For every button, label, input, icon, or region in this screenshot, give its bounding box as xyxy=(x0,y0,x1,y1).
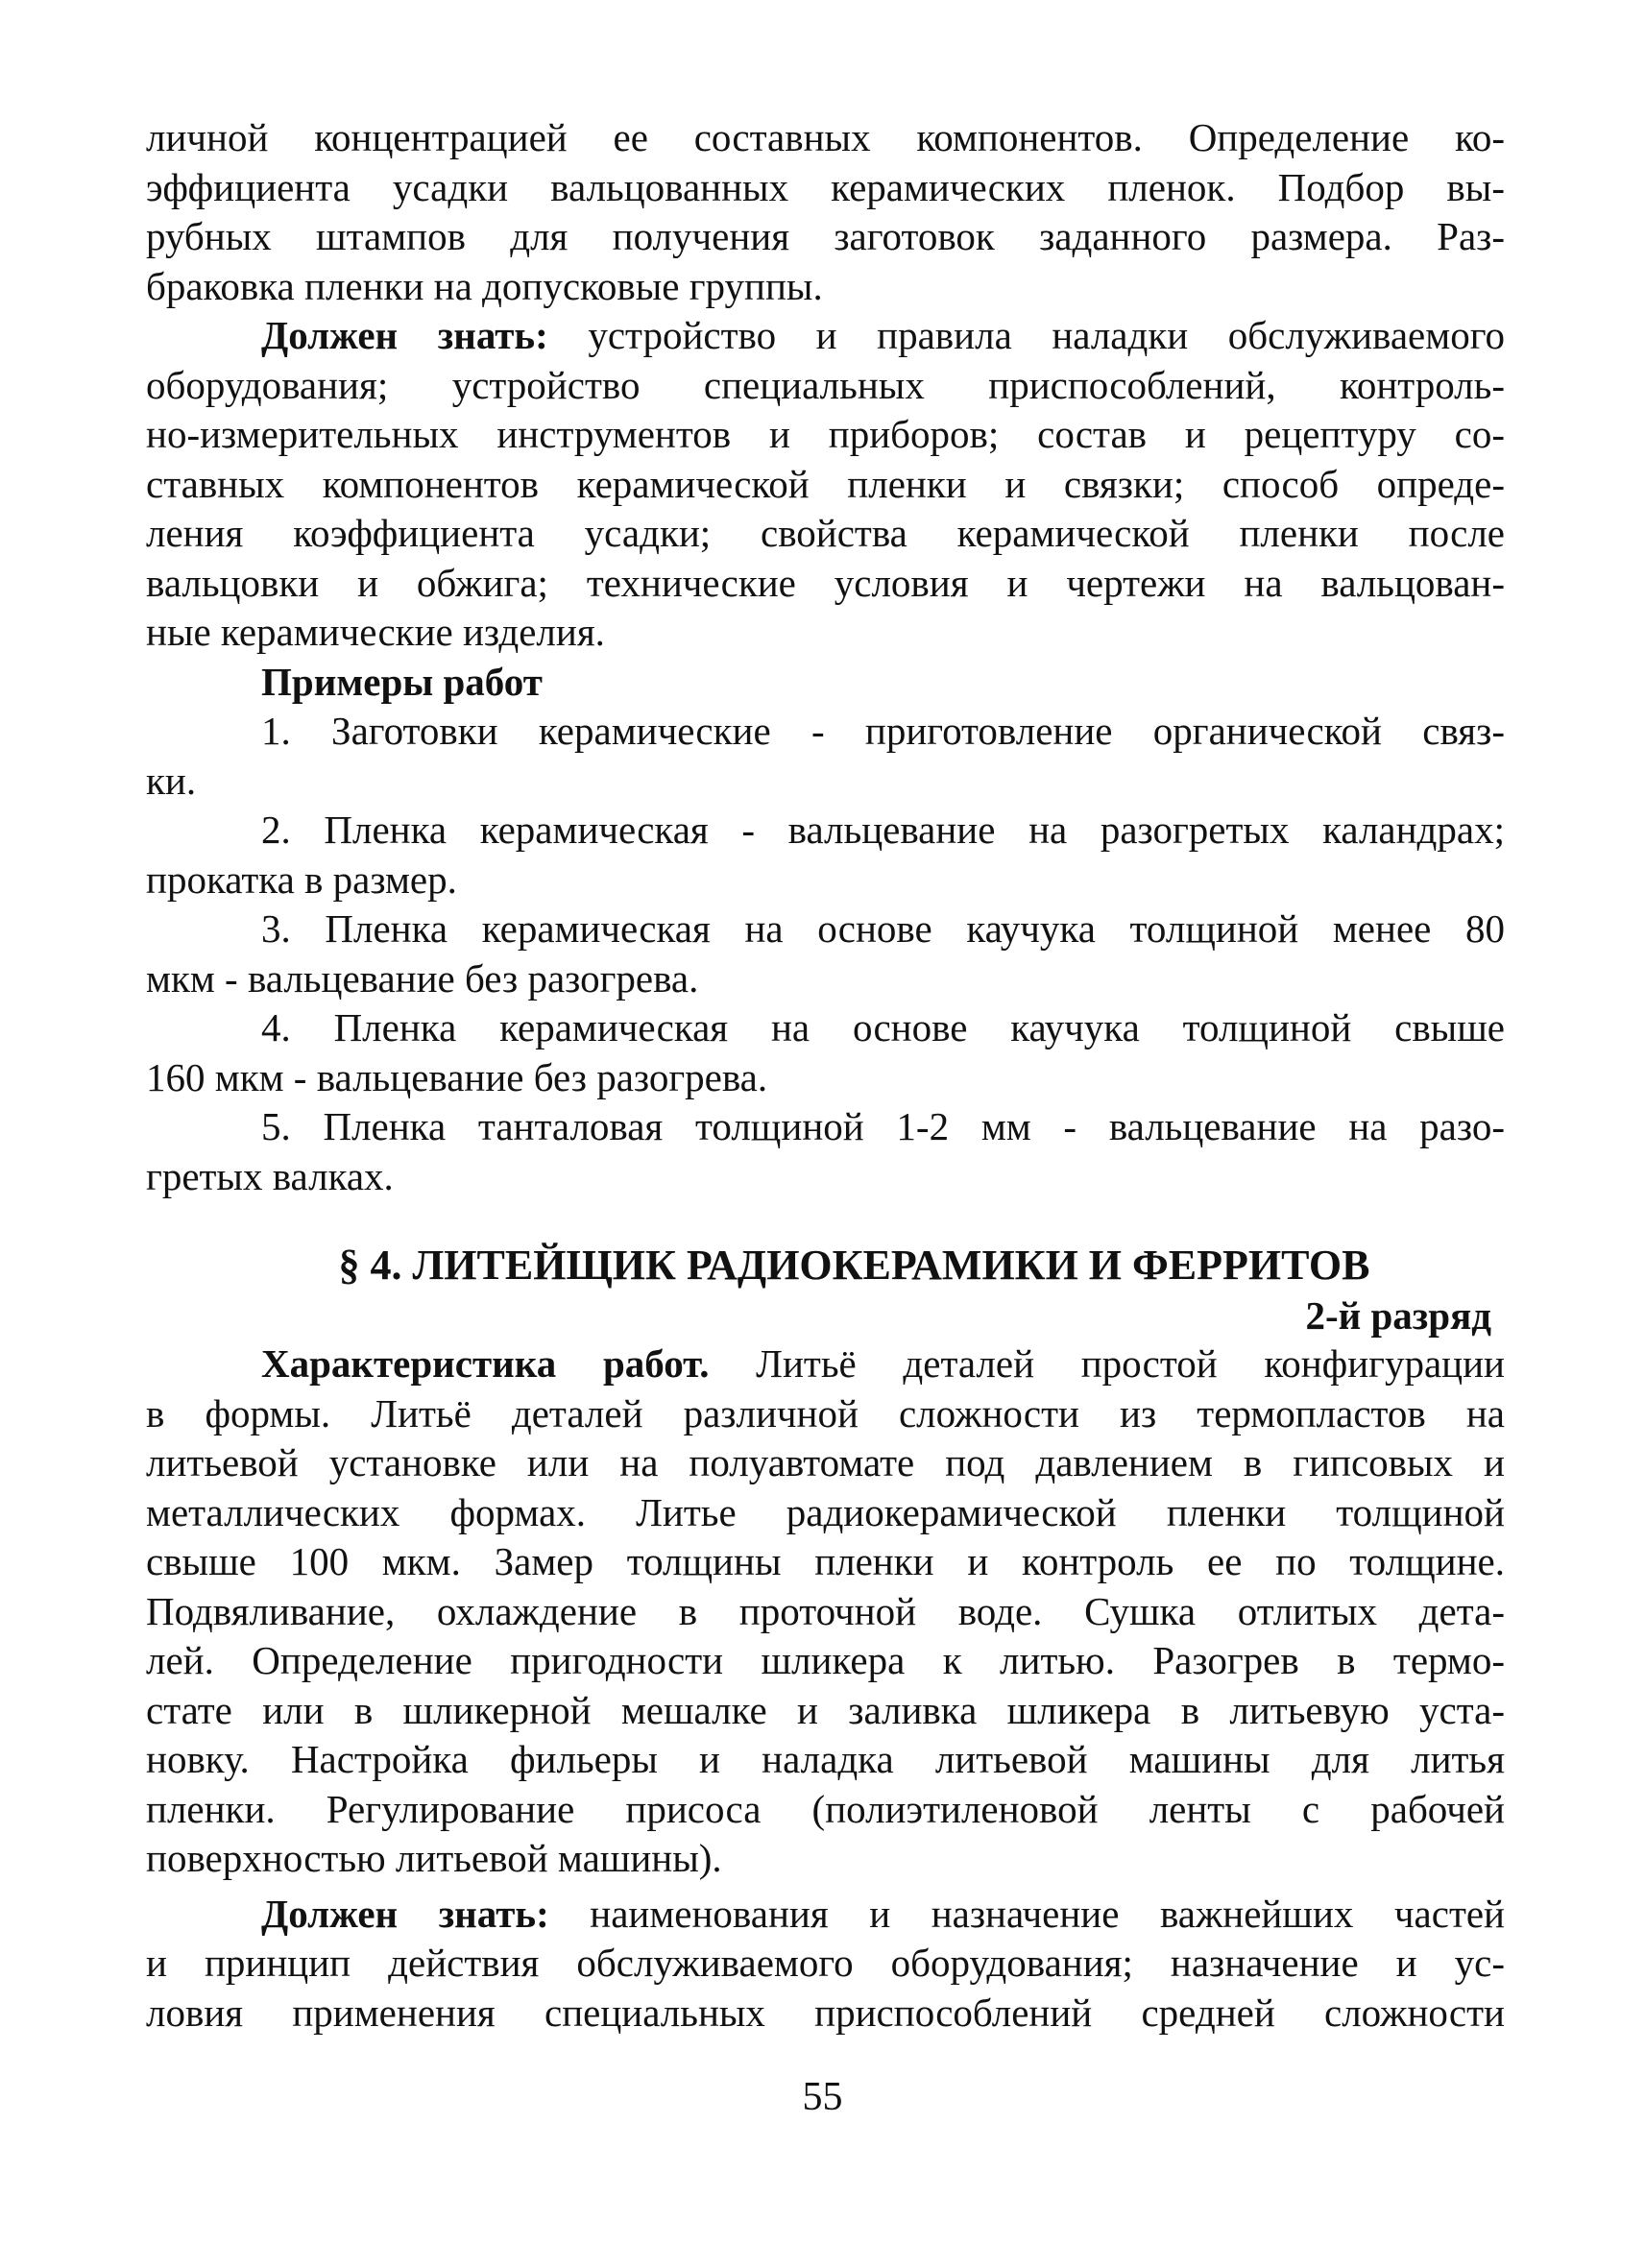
text-line: рубных штампов для получения заготовок заданного размера. Раз- xyxy=(146,214,1505,258)
text-line: мкм - вальцевание без разогрева. xyxy=(146,955,699,1001)
text-line: и принцип действия обслуживаемого оборудования; назначение и ус- xyxy=(146,1941,1505,1985)
text-line: 1. Заготовки керамические - приготовление органической связ- xyxy=(261,709,1505,753)
knowledge-label: Должен знать: xyxy=(261,1891,549,1936)
text-line: прокатка в размер. xyxy=(146,857,457,902)
text-line: ные керамические изделия. xyxy=(146,610,605,654)
text-line: в формы. Литьё деталей различной сложности из термопластов на xyxy=(146,1390,1505,1436)
examples-title: Примеры работ xyxy=(261,659,543,704)
section-rank: 2-й разряд xyxy=(1305,1293,1491,1338)
text-line: ловия применения специальных приспособлений средней сложности xyxy=(146,1990,1505,2035)
text-line: вальцовки и обжига; технические условия и чертежи на вальцован- xyxy=(146,560,1505,605)
knowledge-text: устройство и правила наладки обслуживаемого xyxy=(547,313,1505,357)
knowledge-text: наименования и назначение важнейших частей xyxy=(548,1891,1505,1936)
text-line: браковка пленки на допусковые группы. xyxy=(146,263,823,308)
text-line: ки. xyxy=(146,758,197,803)
text-line: 2. Пленка керамическая - вальцевание на разогретых каландрах; xyxy=(261,808,1505,852)
text-line: личной концентрацией ее составных компонентов. Определение ко- xyxy=(146,115,1505,159)
examples-block xyxy=(146,658,1505,1202)
example-item xyxy=(146,1102,1505,1201)
text-line: эффициента усадки вальцованных керамических пленок. Подбор вы- xyxy=(146,164,1505,209)
text-line: новку. Настройка фильеры и наладка литьевой машины для литья xyxy=(146,1737,1505,1781)
text-line: Подвяливание, охлаждение в проточной воде. Сушка отлитых дета- xyxy=(146,1588,1505,1633)
knowledge-label: Должен знать: xyxy=(261,313,548,357)
text-line: гретых валках. xyxy=(146,1153,394,1198)
text-line: стате или в шликерной мешалке и заливка шликера в литьевую уста- xyxy=(146,1687,1505,1732)
page-number: 55 xyxy=(802,2075,843,2119)
example-item xyxy=(146,806,1505,905)
text-line: поверхностью литьевой машины). xyxy=(146,1836,722,1880)
paragraph-knowledge-2 xyxy=(146,1890,1505,2039)
section-heading: § 4. ЛИТЕЙЩИК РАДИОКЕРАМИКИ И ФЕРРИТОВ xyxy=(338,1242,1370,1289)
text-line: ставных компонентов керамической пленки и связки; способ опреде- xyxy=(146,461,1505,506)
page-body xyxy=(146,113,1505,2038)
text-line xyxy=(146,311,1505,361)
text-line: оборудования; устройство специальных приспособлений, контроль- xyxy=(146,362,1505,407)
text-line: литьевой установке или на полуавтомате под давлением в гипсовых и xyxy=(146,1440,1505,1484)
text-line: но-измерительных инструментов и приборов; состав и рецептуру со- xyxy=(146,412,1505,456)
paragraph-characteristics xyxy=(146,1339,1505,1884)
text-line: 4. Пленка керамическая на основе каучука толщиной свыше xyxy=(261,1005,1505,1050)
example-item xyxy=(146,1003,1505,1102)
text-line: пленки. Регулирование присоса (полиэтиленовой ленты с рабочей xyxy=(146,1786,1505,1831)
paragraph-intro xyxy=(146,113,1505,311)
text-line: металлических формах. Литье радиокерамической пленки толщиной xyxy=(146,1489,1505,1534)
text-line: ления коэффициента усадки; свойства керамической пленки после xyxy=(146,511,1505,555)
text-line xyxy=(146,1890,1505,1940)
example-item xyxy=(146,905,1505,1003)
example-item xyxy=(146,707,1505,806)
text-line: 5. Пленка танталовая толщиной 1-2 мм - вальцевание на разо- xyxy=(261,1104,1505,1148)
text-line xyxy=(146,1339,1505,1389)
text-line: лей. Определение пригодности шликера к литью. Разогрев в термо- xyxy=(146,1638,1505,1682)
characteristics-label: Характеристика работ. xyxy=(261,1341,710,1386)
paragraph-knowledge-1 xyxy=(146,311,1505,658)
text-line: 3. Пленка керамическая на основе каучука толщиной менее 80 xyxy=(261,906,1505,951)
characteristics-text: Литьё деталей простой конфигурации xyxy=(709,1341,1505,1386)
text-line: 160 мкм - вальцевание без разогрева. xyxy=(146,1054,768,1099)
text-line: свыше 100 мкм. Замер толщины пленки и контроль ее по толщине. xyxy=(146,1539,1505,1583)
